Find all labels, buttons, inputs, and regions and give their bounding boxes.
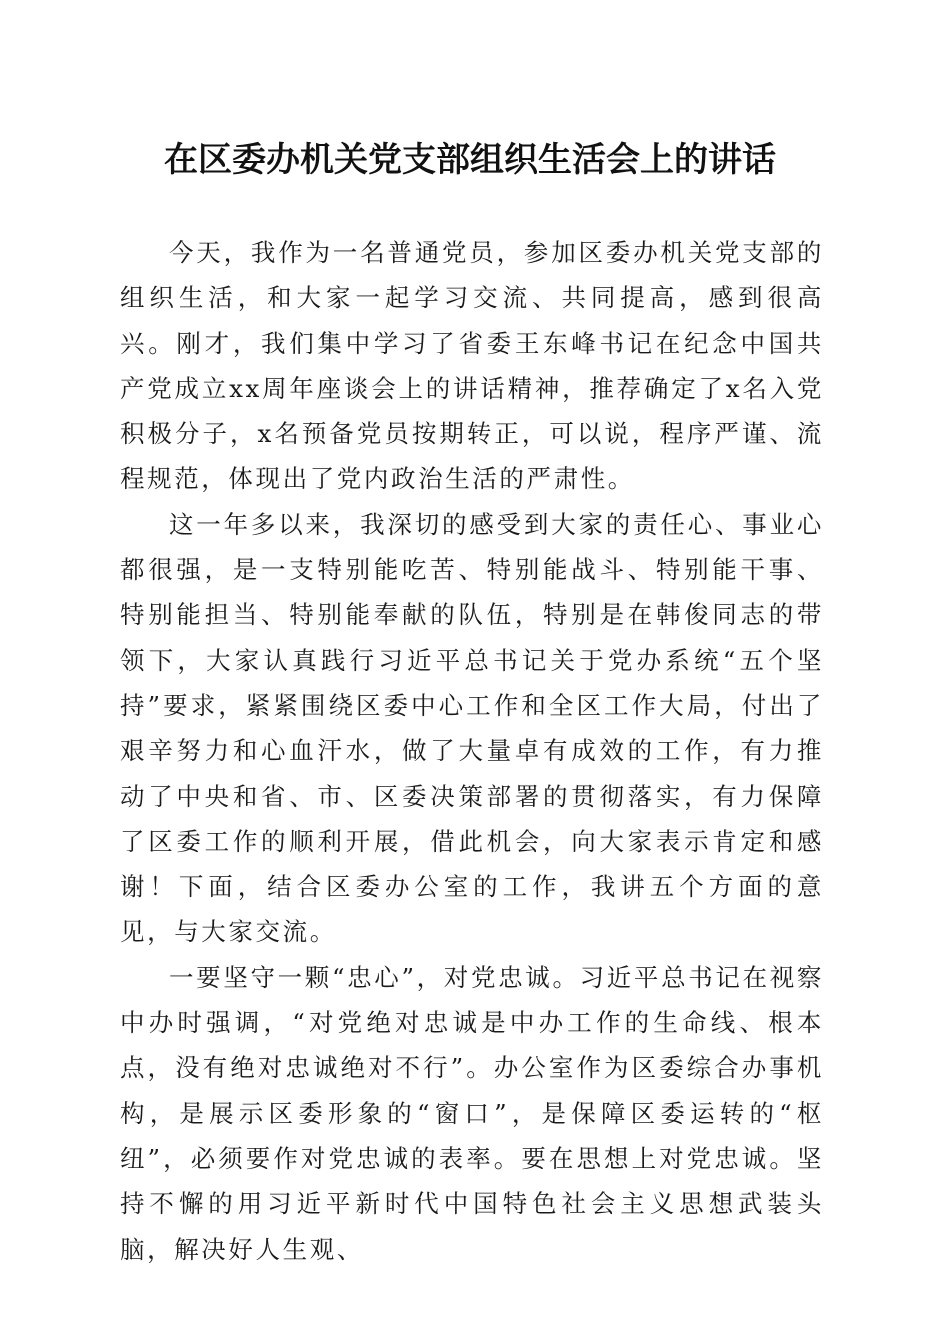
paragraph-1: 今天，我作为一名普通党员，参加区委办机关党支部的组织生活，和大家一起学习交流、共同提高，感到很高兴。刚才，我们集中学习了省委王东峰书记在纪念中国共产党成立xx周年座谈会上的讲话精神，推荐确定了x名入党积极分子，x名预备党员按期转正，可以说，程序严谨、流程规范，体现出了党内政治生活的严肃性。 [120, 238, 824, 494]
paragraph-3: 一要坚守一颗“忠心”，对党忠诚。习近平总书记在视察中办时强调，“对党绝对忠诚是中办工作的生命线、根本点，没有绝对忠诚绝对不行”。办公室作为区委综合办事机构，是展示区委形象的“窗口”，是保障区委运转的“枢纽”，必须要作对党忠诚的表率。要在思想上对党忠诚。坚持不懈的用习近平新时代中国特色社会主义思想武装头脑，解决好人生观、 [120, 962, 824, 1264]
document-title: 在区委办机关党支部组织生活会上的讲话 [164, 140, 776, 180]
paragraph-2: 这一年多以来，我深切的感受到大家的责任心、事业心都很强，是一支特别能吃苦、特别能战斗、特别能干事、特别能担当、特别能奉献的队伍，特别是在韩俊同志的带领下，大家认真践行习近平总书记关于党办系统“五个坚持”要求，紧紧围绕区委中心工作和全区工作大局，付出了艰辛努力和心血汗水，做了大量卓有成效的工作，有力推动了中央和省、市、区委决策部署的贯彻落实，有力保障了区委工作的顺利开展，借此机会，向大家表示肯定和感谢！下面，结合区委办公室的工作，我讲五个方面的意见，与大家交流。 [120, 509, 824, 947]
document-body [120, 230, 824, 1272]
